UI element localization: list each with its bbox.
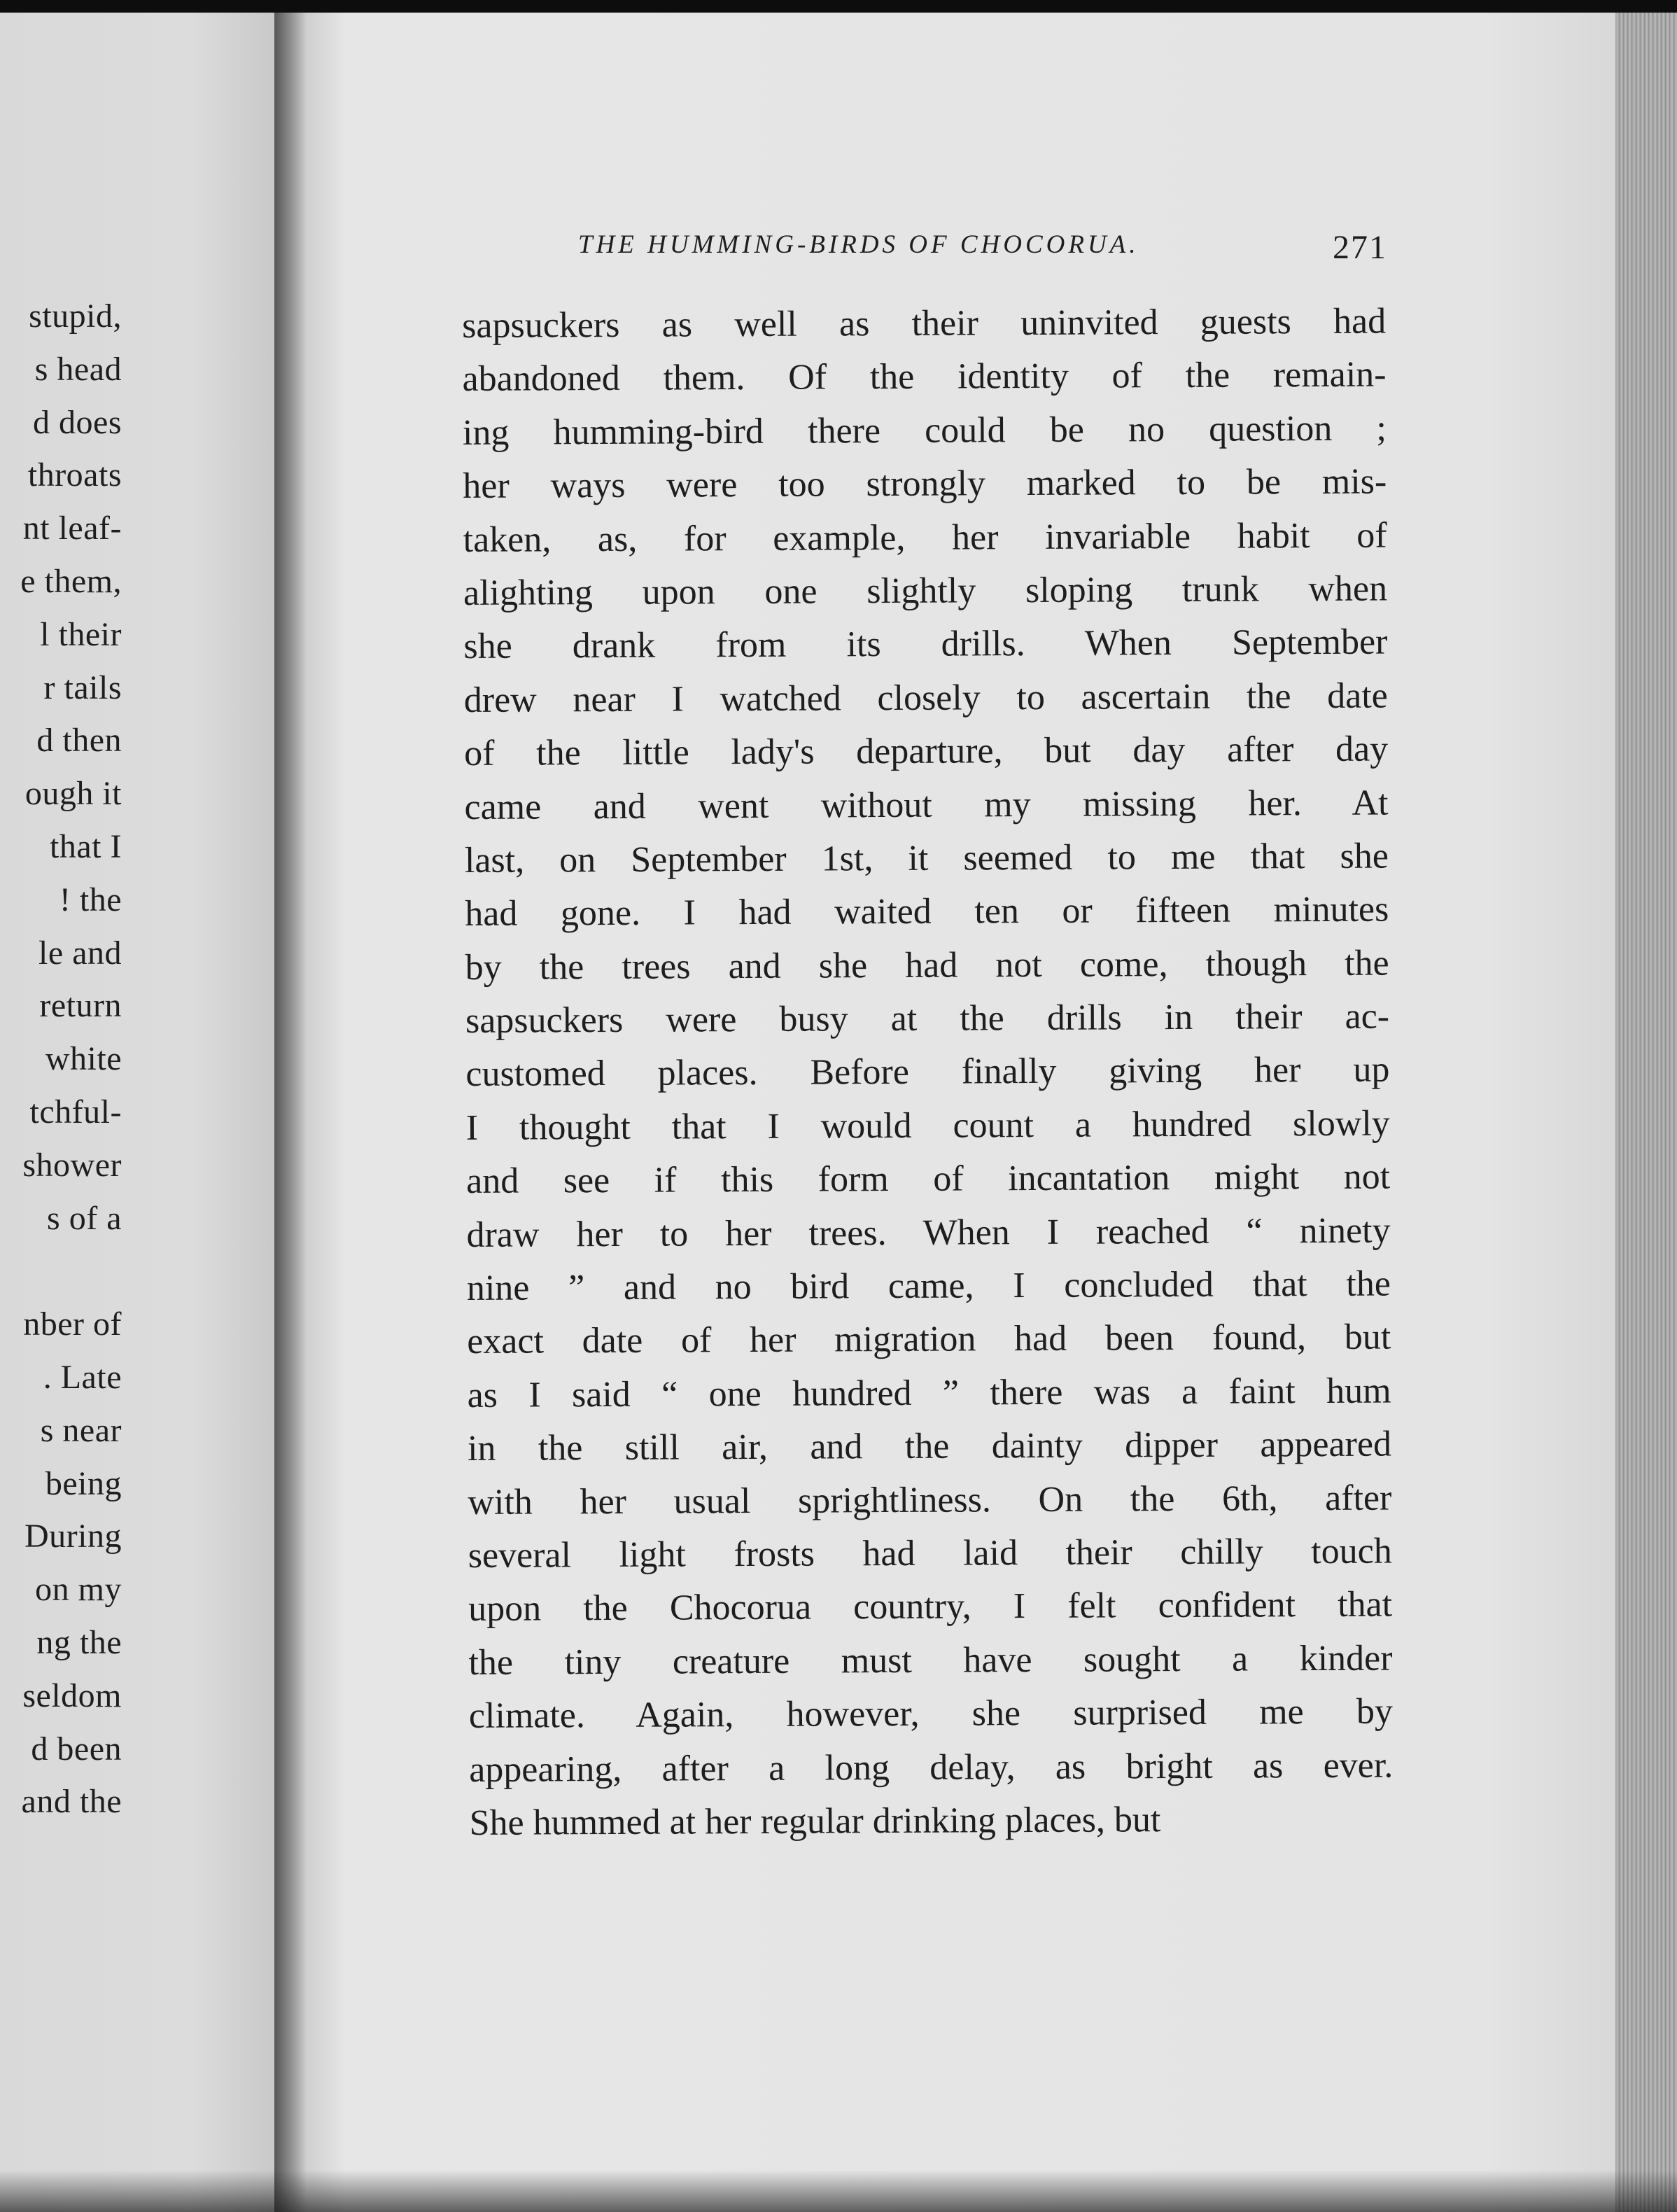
text-line: in the still air, and the dainty dipper appeared	[467, 1424, 1392, 1469]
left-line: stupid,	[29, 298, 122, 335]
left-line: nt leaf-	[22, 510, 122, 547]
text-line: as I said “ one hundred ” there was a faint hum	[467, 1371, 1391, 1415]
text-line: upon the Chocorua country, I felt confident that	[468, 1584, 1393, 1630]
left-line: ng the	[36, 1623, 122, 1661]
text-line: she drank from its drills. When September	[463, 622, 1388, 667]
left-line: throats	[27, 456, 122, 494]
text-line: ing humming-bird there could be no question ;	[462, 408, 1387, 453]
left-line: on my	[35, 1571, 122, 1609]
text-line: came and went without my missing her. At	[464, 783, 1389, 827]
running-head-title: THE HUMMING-BIRDS OF CHOCORUA.	[578, 230, 1139, 259]
text-line: alighting upon one slightly sloping trunk when	[463, 568, 1388, 613]
left-line: d then	[36, 722, 122, 760]
left-line: s near	[40, 1411, 122, 1449]
left-line: d been	[31, 1730, 122, 1768]
page-edges	[1615, 13, 1677, 2212]
left-line: During	[24, 1518, 122, 1555]
left-line: and the	[21, 1783, 122, 1821]
text-line: appearing, after a long delay, as bright as ever.	[469, 1745, 1394, 1790]
text-line: abandoned them. Of the identity of the remain-	[462, 354, 1387, 400]
text-line: of the little lady's departure, but day after day	[464, 729, 1389, 774]
left-line: s of a	[47, 1199, 122, 1237]
text-line: the tiny creature must have sought a kinder	[468, 1638, 1393, 1683]
left-line: d does	[33, 403, 122, 441]
text-line: draw her to her trees. When I reached “ ninety	[466, 1210, 1391, 1255]
left-line: ough it	[24, 775, 122, 813]
scan-bottom-shadow	[0, 2170, 1677, 2212]
left-line: shower	[22, 1146, 122, 1184]
text-line: sapsuckers were busy at the drills in their ac-	[465, 996, 1390, 1042]
book-gutter	[274, 13, 307, 2212]
left-line: l their	[40, 615, 122, 653]
text-line: her ways were too strongly marked to be mis-	[463, 461, 1387, 507]
left-line: s head	[34, 350, 122, 388]
text-line: nine ” and no bird came, I concluded that the	[466, 1264, 1391, 1309]
text-line: and see if this form of incantation might not	[466, 1156, 1391, 1202]
left-line	[0, 1245, 122, 1298]
text-line: last, on September 1st, it seemed to me that she	[464, 836, 1389, 881]
left-line: . Late	[43, 1358, 122, 1396]
text-line: had gone. I had waited ten or fifteen minutes	[465, 889, 1389, 934]
left-line: being	[45, 1464, 122, 1502]
text-line: taken, as, for example, her invariable habit of	[463, 515, 1387, 560]
text-line: She hummed at her regular drinking places, but	[469, 1800, 1161, 1843]
text-line: exact date of her migration had been found, but	[467, 1317, 1391, 1362]
left-line: that I	[50, 827, 122, 865]
left-page-text	[0, 290, 122, 1828]
left-line: nber of	[23, 1306, 122, 1343]
scan-top-edge	[0, 0, 1677, 13]
text-line: climate. Again, however, she surprised me by	[468, 1691, 1394, 1737]
text-line: by the trees and she had not come, though the	[465, 943, 1389, 988]
text-line: sapsuckers as well as their uninvited guests had	[462, 301, 1387, 346]
page-number: 271	[1333, 229, 1387, 266]
text-line: I thought that I would count a hundred slowly	[465, 1103, 1390, 1148]
text-line: several light frosts had laid their chilly touch	[468, 1531, 1392, 1576]
left-line: seldom	[22, 1676, 122, 1714]
text-line: with her usual sprightliness. On the 6th, after	[468, 1478, 1392, 1522]
left-line: ! the	[59, 881, 122, 918]
left-line: e them,	[20, 562, 122, 600]
left-line: le and	[38, 934, 122, 972]
left-line: r tails	[43, 668, 122, 706]
left-line: white	[45, 1040, 122, 1078]
left-line: tchful-	[29, 1093, 122, 1130]
body-text	[462, 295, 1394, 1851]
left-line: return	[39, 987, 122, 1025]
text-line: customed places. Before finally giving her up	[465, 1050, 1390, 1095]
left-page	[0, 13, 274, 2212]
running-head	[578, 223, 1390, 272]
text-line: drew near I watched closely to ascertain the date	[463, 676, 1388, 720]
